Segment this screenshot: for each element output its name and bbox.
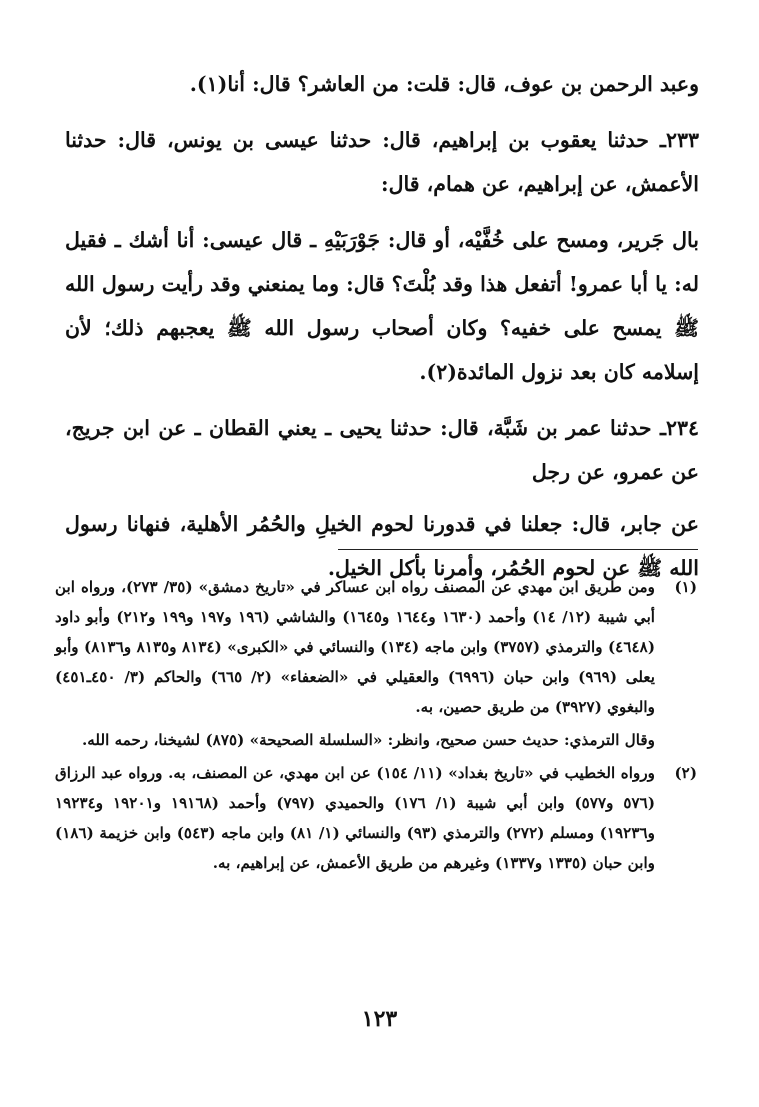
page-number: ١٢٣ (361, 1006, 398, 1032)
footnote-number: (٢) (674, 764, 697, 782)
hadith-234-matn: عن جابر، قال: جعلنا في قدورنا لحوم الخيلِ والحُمُر الأهلية، فنهانا رسول الله ﷺ عن لحوم الحُمُر، وأمرنا بأكل الخيل. (65, 512, 699, 580)
footnote-text (55, 572, 655, 755)
footnote-number: (١) (674, 578, 697, 596)
footnotes (55, 572, 697, 878)
hadith-234-isnad: ٢٣٤ـ حدثنا عمر بن شَبَّة، قال: حدثنا يحيى ـ يعني القطان ـ عن ابن جريج، عن عمرو، عن رجل (65, 416, 699, 484)
footnote-text (55, 758, 655, 878)
footnote-paragraph: وقال الترمذي: حديث حسن صحيح، وانظر: «السلسلة الصحيحة» (٨٧٥) لشيخنا، رحمه الله. (81, 731, 655, 749)
footnote-paragraph: ورواه الخطيب في «تاريخ بغداد» (١١/ ١٥٤) عن ابن مهدي، عن المصنف، به. ورواه عبد الرزاق (٥٧٦ و٥٧٧) وابن أبي شيبة (١/ ١٧٦) والحميدي (٧٩٧) وأحمد (١٩١٦٨ و١٩٢٠١ و١٩٢٣٤ و١٩٢٣٦) ومسلم (٢٧٢) والترمذي (٩٣) والنسائي (١/ ٨١) وابن ماجه (٥٤٣) وابن خزيمة (١٨٦) وابن حبان (١٣٣٥ و١٣٣٧) وغيرهم من طريق الأعمش، عن إبراهيم، به. (55, 764, 655, 872)
carried-line: وعبد الرحمن بن عوف، قال: قلت: من العاشر؟ قال: أنا(١). (189, 72, 699, 96)
footnote-separator (338, 549, 698, 550)
hadith-233-isnad: ٢٣٣ـ حدثنا يعقوب بن إبراهيم، قال: حدثنا عيسى بن يونس، قال: حدثنا الأعمش، عن إبراهيم، عن همام، قال: (65, 128, 699, 196)
main-text (65, 62, 699, 602)
footnote-2 (55, 758, 697, 878)
hadith-233-matn: بال جَرير، ومسح على خُفَّيْه، أو قال: جَوْرَبَيْهِ ـ قال عيسى: أنا أشك ـ فقيل له: يا أبا عمرو! أتفعل هذا وقد بُلْتَ؟ قال: وما يمنعني وقد رأيت رسول الله ﷺ يمسح على خفيه؟ وكان أصحاب رسول الله ﷺ يعجبهم ذلك؛ لأن إسلامه كان بعد نزول المائدة(٢). (65, 228, 699, 384)
footnote-paragraph: ومن طريق ابن مهدي عن المصنف رواه ابن عساكر في «تاريخ دمشق» (٣٥/ ٢٧٣)، ورواه ابن أبي شيبة (١٢/ ١٤) وأحمد (١٦٣٠ و١٦٤٤ و١٦٤٥) والشاشي (١٩٦ و١٩٧ و١٩٩ و٢١٢) وأبو داود (٤٦٤٨) والترمذي (٣٧٥٧) وابن ماجه (١٣٤) والنسائي في «الكبرى» (٨١٣٤ و٨١٣٥ و٨١٣٦) وأبو يعلى (٩٦٩) وابن حبان (٦٩٩٦) والعقيلي في «الضعفاء» (٢/ ٦٦٥) والحاكم (٣/ ٤٥٠ـ٤٥١) والبغوي (٣٩٢٧) من طريق حصين، به. (55, 578, 656, 716)
footnote-1 (55, 572, 697, 755)
